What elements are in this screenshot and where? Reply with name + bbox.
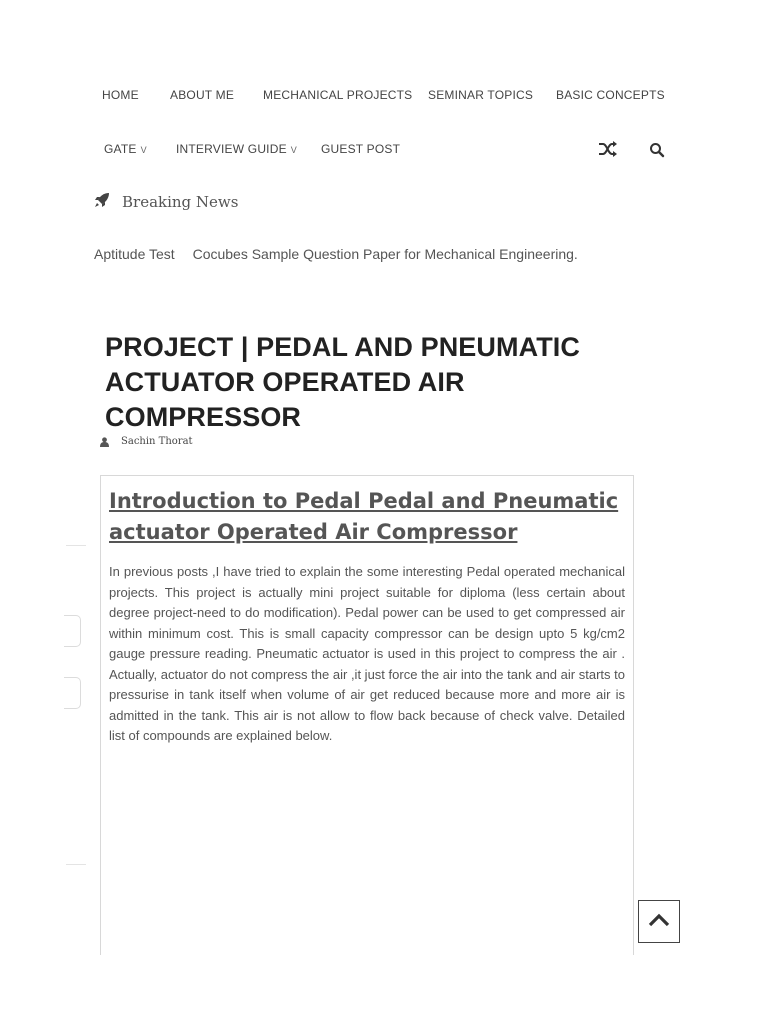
back-to-top-button[interactable] [638, 900, 680, 943]
post-title: PROJECT | PEDAL AND PNEUMATIC ACTUATOR OPERATED AIR COMPRESSOR [105, 332, 580, 432]
search-icon[interactable] [649, 142, 669, 162]
ticker-item[interactable]: Cocubes Sample Question Paper for Mechanical Engineering. [192, 246, 578, 262]
nav-seminar-topics[interactable]: SEMINAR TOPICS [428, 88, 534, 102]
nav-about-me[interactable]: ABOUT ME [170, 88, 235, 102]
nav-interview-guide[interactable] [176, 140, 297, 159]
nav-interview-guide-label: INTERVIEW GUIDE [176, 142, 287, 156]
post-content [100, 475, 634, 955]
content-paragraph: In previous posts ,I have tried to explain the some interesting Pedal operated mechanical projects. This project is actually mini project suitable for diploma (less certain about degree project-need to do modification). Pedal power can be used to get compressed air within minimum cost. This is small capacity compressor can be design upto 5 kg/cm2 gauge pressure reading. Pneumatic actuator is used in this project to compress the air . Actually, actuator do not compress the air ,it just force the air into the tank and air starts to pressurise in tank itself when volume of air get reduced because more and more air is admitted in the tank. This air is not allow to flow back because of check valve. Detailed list of compounds are explained below. [109, 564, 625, 743]
nav-basic-concepts[interactable]: BASIC CONCEPTS [556, 88, 665, 102]
content-heading[interactable]: Introduction to Pedal Pedal and Pneumatic actuator Operated Air Compressor [109, 489, 619, 544]
nav-gate-label: GATE [104, 142, 137, 156]
rocket-icon [94, 192, 110, 212]
chevron-up-icon [648, 912, 670, 931]
side-share-button[interactable] [64, 615, 81, 647]
nav-mechanical-projects[interactable]: MECHANICAL PROJECTS [263, 88, 413, 102]
breaking-news-label: Breaking News [122, 193, 239, 211]
nav-interview-guide-caret: V [290, 145, 297, 155]
ticker-item[interactable]: Aptitude Test [94, 246, 175, 262]
shuffle-icon[interactable] [598, 140, 618, 160]
breaking-news-header [94, 192, 238, 212]
side-divider [66, 864, 86, 865]
side-share-button[interactable] [64, 677, 81, 709]
nav-guest-post[interactable]: GUEST POST [321, 142, 401, 156]
post-meta [100, 432, 193, 451]
side-divider [66, 545, 86, 546]
nav-home[interactable]: HOME [102, 88, 139, 102]
breaking-news-ticker [94, 246, 592, 262]
nav-gate-caret: V [140, 145, 147, 155]
user-icon [100, 432, 109, 451]
post-author[interactable]: Sachin Thorat [121, 436, 193, 447]
nav-gate[interactable] [104, 140, 147, 159]
